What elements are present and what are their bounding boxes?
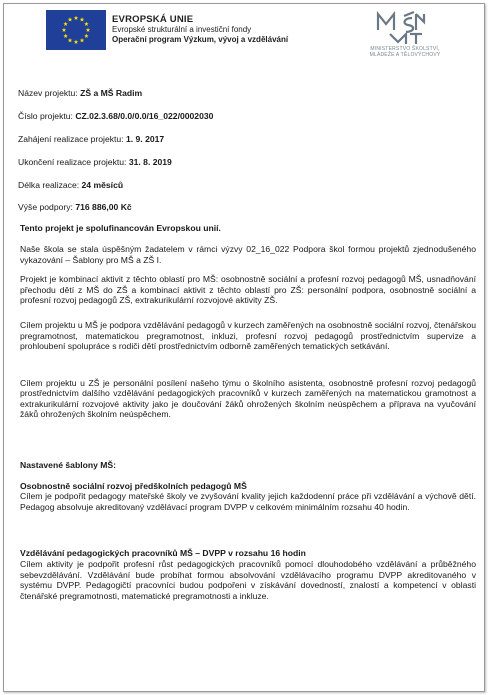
template-item: [18, 481, 476, 513]
eu-funds: Evropské strukturální a investiční fondy: [112, 25, 252, 34]
msmt-logo-icon: [370, 8, 430, 46]
eu-star-icon: [74, 40, 79, 44]
project-meta: [18, 88, 476, 213]
project-name-value: ZŠ a MŠ Radim: [80, 88, 143, 98]
project-support-value: 716 886,00 Kč: [75, 202, 132, 213]
project-support: [18, 202, 476, 213]
msmt-text: [350, 46, 460, 58]
project-duration-label: Délka realizace:: [18, 179, 82, 190]
header: [4, 4, 484, 74]
templates-heading: Nastavené šablony MŠ:: [20, 460, 116, 471]
document-page: [3, 3, 485, 692]
eu-title: EVROPSKÁ UNIE: [112, 14, 194, 25]
eu-star-icon: [62, 28, 67, 32]
eu-star-icon: [63, 22, 68, 26]
project-start-label: Zahájení realizace projektu:: [18, 133, 126, 144]
paragraph-goal-zs: Cílem projektu u ZŠ je personální posílení našeho týmu o školního asistenta, osobnostně profesní rozvoj pedagogů prostřednictvím dalšího vzdělávání pedagogických pracovníků v kurzech zaměřených na matematickou gramotnost a extrakurikulární rozvojové aktivity jako je doučování žáků ohrožených školním neúspěchem a příprava na vyučování žáků ohrožených školním neúspěchem.: [20, 377, 476, 420]
eu-star-icon: [80, 17, 85, 21]
project-support-label: Výše podpory:: [18, 202, 76, 213]
template-text: Cílem aktivity je podpořit profesní růst pedagogických pracovníků pomocí dlouhodobého vzdělávání a průběžného sebevzdělávání. Vzdělávání bude probíhat formou absolvování vzdělávacího programu DVPP akreditovaného v systému DVPP. Pedagogičtí pracovníci budou podpořeni v získávání dovedností, znalostí a kompetencí v oblasti čtenářské pregramotnosti, matematické pregramotnosti a inkluze.: [20, 559, 476, 601]
paragraph-goal-ms: Cílem projektu u MŠ je podpora vzdělávání pedagogů v kurzech zaměřených na osobnostně sociální rozvoj, čtenářskou pregramotnost, matematickou pregramotnost, inkluzi, profesní rozvoj pedagogů prostřednictvím supervize a prohloubení spolupráce s rodiči dětí prostřednictvím odborně zaměřených tematických setkávání.: [20, 319, 476, 352]
eu-stars-icon: [46, 10, 106, 50]
paragraph-intro: Naše škola se stala úspěšným žadatelem v rámci výzvy 02_16_022 Podpora škol formou projektů zjednodušeného vykazování – Šablony pro MŠ a ZŠ I.: [20, 243, 476, 265]
template-text: Cílem je podpořit pedagogy mateřské školy ve zvyšování kvality jejich každodenní práce při vzdělávání a výchově dětí. Pedagog absolvuje akreditovaný vzdělávací program DVPP v celkovém minimálním rozsahu 40 hodin.: [20, 491, 476, 512]
project-duration: [18, 180, 476, 191]
project-end: [18, 157, 476, 168]
funded-statement: Tento projekt je spolufinancován Evropskou unií.: [20, 223, 221, 234]
template-item: [18, 548, 476, 601]
eu-flag-icon: [46, 10, 106, 50]
eu-star-icon: [84, 22, 89, 26]
msmt-line1: MINISTERSTVO ŠKOLSTVÍ,: [370, 46, 440, 52]
document-content: [18, 88, 476, 601]
template-title: Osobnostně sociální rozvoj předškolních pedagogů MŠ: [20, 480, 247, 491]
project-name-label: Název projektu:: [18, 88, 81, 98]
template-title: Vzdělávání pedagogických pracovníků MŠ – DVPP v rozsahu 16 hodin: [20, 548, 306, 559]
eu-star-icon: [68, 38, 73, 42]
eu-program: Operační program Výzkum, vývoj a vzdělávání: [112, 35, 289, 44]
project-number-value: CZ.02.3.68/0.0/0.0/16_022/0002030: [75, 110, 214, 121]
eu-star-icon: [84, 34, 89, 38]
eu-text: [112, 14, 288, 45]
eu-star-icon: [80, 38, 85, 42]
eu-star-icon: [63, 34, 68, 38]
paragraph-combination: Projekt je kombinací aktivit z těchto oblastí pro MŠ: osobnostně sociální a profesní rozvoj pedagogů MŠ, usnadňování přechodu dětí z MŠ do ZŠ a kombinací aktivit z těchto oblastí pro ZŠ: personální podpora, osobnostně sociální a profesní rozvoj pedagogů ZŠ, extrakurikulární rozvojové aktivity ZŠ.: [20, 274, 476, 306]
project-start-value: 1. 9. 2017: [125, 133, 165, 144]
eu-star-icon: [68, 17, 73, 21]
msmt-line2: MLÁDEŽE A TĚLOVÝCHOVY: [369, 52, 441, 58]
project-name: [18, 88, 476, 99]
project-number: [18, 111, 476, 122]
project-duration-value: 24 měsíců: [81, 179, 124, 190]
project-number-label: Číslo projektu:: [18, 110, 76, 121]
eu-star-icon: [74, 16, 79, 20]
eu-star-icon: [86, 28, 91, 32]
project-end-label: Ukončení realizace projektu:: [18, 156, 129, 167]
project-start: [18, 134, 476, 145]
project-end-value: 31. 8. 2019: [128, 156, 172, 167]
